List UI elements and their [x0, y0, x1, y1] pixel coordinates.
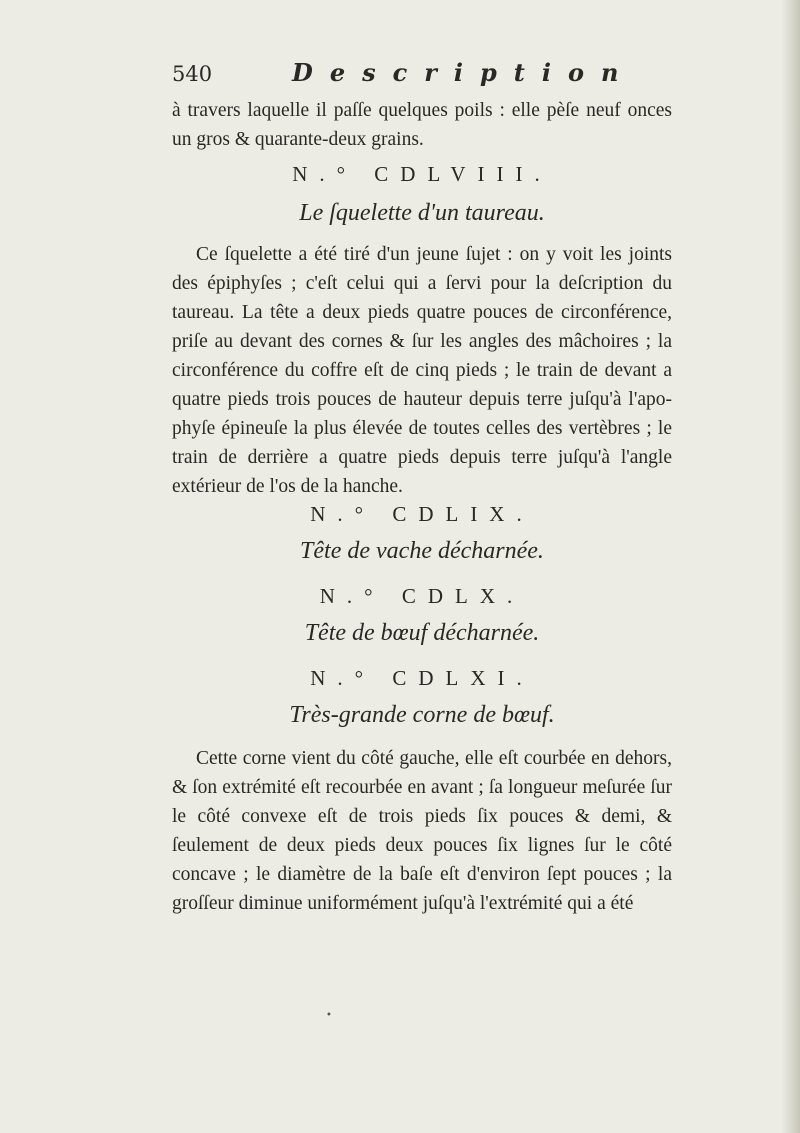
entry-title-cdlix: Tête de vache décharnée.: [300, 538, 544, 564]
entry-number-cdlxi: N.° CDLXI.: [310, 666, 534, 690]
footer-mark: •: [326, 1010, 332, 1021]
entry-title-cdlxi: Très-grande corne de bœuf.: [289, 702, 555, 728]
entry-number-cdlix: N.° CDLIX.: [310, 502, 534, 526]
entry-text-block-cdlxi: [172, 744, 672, 918]
running-head: [172, 58, 636, 94]
entry-text-cdlviii: Ce ſquelette a été tiré d'un jeune ſujet : on y voit les joints des épiphyſes ; c'eſt celui qui a ſervi pour la deſcription du taureau. La tête a deux pieds quatre pouces de circonférence, priſe au devant des cornes & ſur les angles des mâchoires ; la circonférence du coffre eſt de cinq pieds ; le train de devant a quatre pieds trois pouces de hauteur depuis terre juſqu'à l'apo-phyſe épineuſe la plus élevée de toutes celles des vertèbres ; le train de derrière a quatre pieds depuis terre juſqu'à l'angle extérieur de l'os de la hanche.: [172, 244, 672, 497]
entry-text-block-cdlviii: [172, 240, 672, 501]
page-number: 540: [172, 62, 213, 86]
running-title: Description: [292, 58, 636, 87]
entry-number-cdlx: N.° CDLX.: [319, 584, 525, 608]
opening-paragraph: à travers laquelle il paſſe quelques poils : elle pèſe neuf onces un gros & quarante-deux grains.: [172, 100, 672, 150]
entry-number-cdlviii: N.° CDLVIII.: [292, 162, 552, 186]
page-edge-shadow: [782, 0, 800, 1133]
entry-text-cdlxi: Cette corne vient du côté gauche, elle eſt courbée en dehors, & ſon extrémité eſt recourbée en avant ; ſa longueur meſurée ſur le côté convexe eſt de trois pieds ſix pouces & demi, & ſeulement de deux pieds deux pouces ſix lignes ſur le côté concave ; le diamètre de la baſe eſt d'environ ſept pouces ; la groſſeur diminue uniformément juſqu'à l'extrémité qui a été: [172, 748, 672, 914]
opening-paragraph-block: [172, 96, 672, 154]
entry-title-cdlx: Tête de bœuf décharnée.: [304, 620, 540, 646]
entry-title-cdlviii: Le ſquelette d'un taureau.: [299, 200, 545, 226]
